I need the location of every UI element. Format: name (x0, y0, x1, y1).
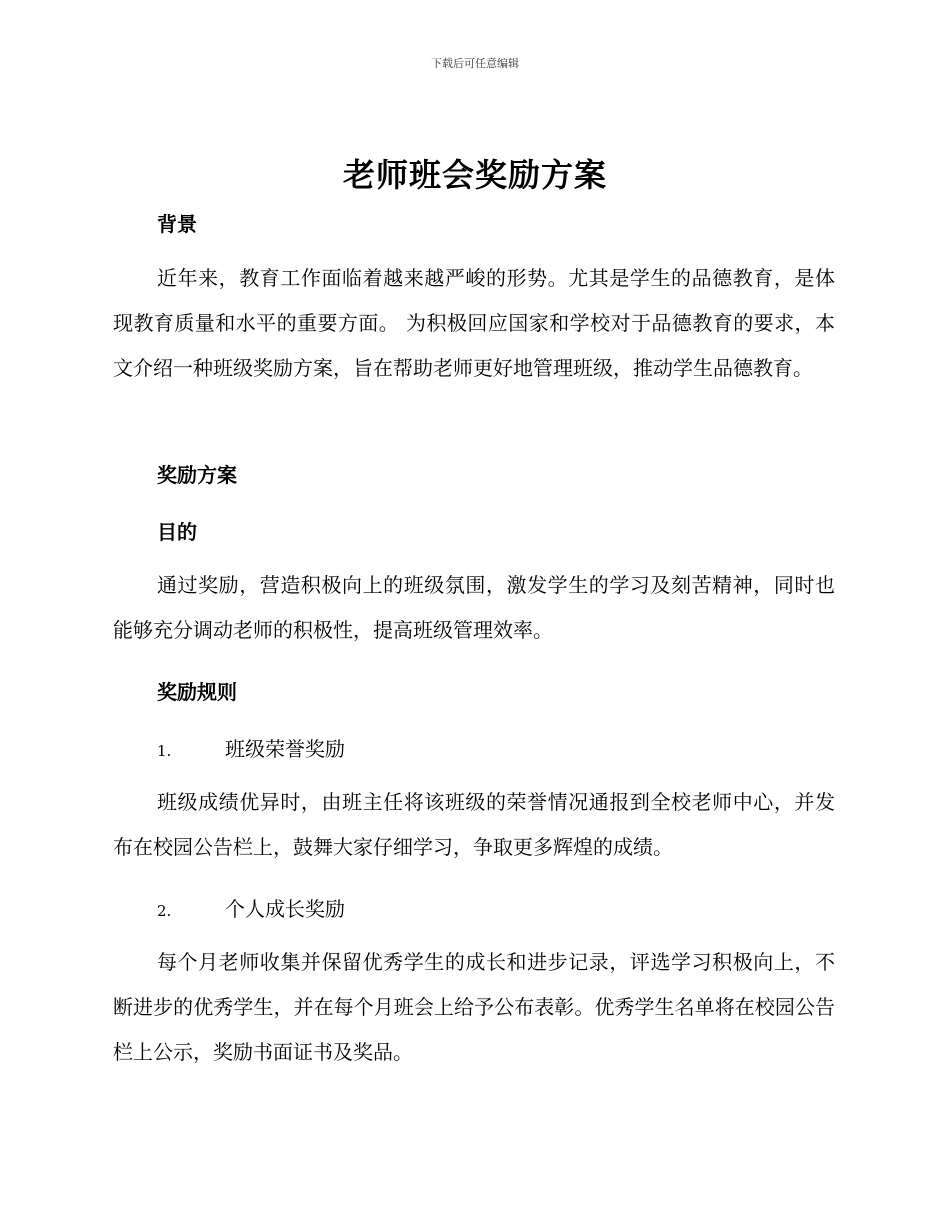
background-paragraph: 近年来，教育工作面临着越来越严峻的形势。尤其是学生的品德教育，是体现教育质量和水平的重要方面。 为积极回应国家和学校对于品德教育的要求，本文介绍一种班级奖励方案，旨在帮助老师更好地管理班级，推动学生品德教育。 (113, 266, 835, 380)
rule-item-1 (157, 733, 345, 762)
rule-label: 班级荣誉奖励 (225, 737, 345, 761)
rule-2-paragraph: 每个月老师收集并保留优秀学生的成长和进步记录，评选学习积极向上，不断进步的优秀学生，并在每个月班会上给予公布表彰。优秀学生名单将在校园公告栏上公示，奖励书面证书及奖品。 (113, 950, 835, 1064)
rule-item-2 (157, 893, 345, 922)
purpose-paragraph: 通过奖励，营造积极向上的班级氛围，激发学生的学习及刻苦精神，同时也能够充分调动老师的积极性，提高班级管理效率。 (113, 573, 835, 642)
section-heading-purpose: 目的 (157, 520, 197, 544)
rule-1-paragraph: 班级成绩优异时，由班主任将该班级的荣誉情况通报到全校老师中心，并发布在校园公告栏上，鼓舞大家仔细学习，争取更多辉煌的成绩。 (113, 790, 835, 859)
section-heading-rules: 奖励规则 (157, 680, 237, 704)
document-title: 老师班会奖励方案 (342, 156, 607, 194)
page-header-note: 下载后可任意编辑 (431, 57, 519, 70)
rule-number: 1. (157, 742, 172, 760)
rule-label: 个人成长奖励 (225, 897, 345, 921)
section-heading-plan: 奖励方案 (157, 463, 237, 487)
rule-number: 2. (157, 902, 172, 920)
section-heading-background: 背景 (157, 212, 197, 236)
